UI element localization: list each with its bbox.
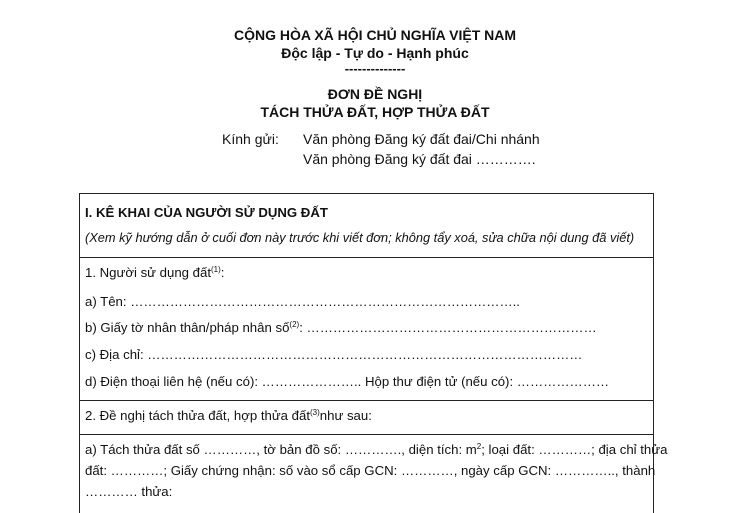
user-name-field[interactable]: a) Tên: …………………………………………………………………………….. [85,294,520,309]
item2-suffix: như sau: [319,408,372,423]
item1-suffix: : [220,265,225,280]
address-field[interactable]: c) Địa chỉ: ……………………………………………………………………………………… [85,347,583,362]
item1-heading [85,265,224,280]
identity-doc-field[interactable] [85,320,597,335]
row-divider [80,434,653,435]
split-parcel-line2[interactable]: đất: …………; Giấy chứng nhận: số vào sổ cấp GCN: …………, ngày cấp GCN: ………….., thành [85,463,656,478]
recipient-label: Kính gửi: [222,131,279,147]
split-parcel-text-b: ; loại đất: …………; địa chỉ thửa [481,442,668,457]
item2-label: 2. Đề nghị tách thửa đất, hợp thửa đất [85,408,310,423]
header-separator: -------------- [344,61,406,76]
form-title-line1: ĐƠN ĐỀ NGHỊ [327,86,423,102]
identity-doc-dots: : ………………………………………………………… [299,320,597,335]
split-parcel-text-a: a) Tách thửa đất số …………, tờ bản đồ số: …………., diện tích: m [85,442,477,457]
split-parcel-line1[interactable] [85,442,667,457]
item1-footnote: (1) [211,265,221,274]
identity-doc-footnote: (2) [289,320,300,329]
declaration-form [79,193,668,513]
recipient-line2: Văn phòng Đăng ký đất đai …………. [303,151,536,167]
item2-footnote: (3) [310,408,320,417]
form-title-line2: TÁCH THỬA ĐẤT, HỢP THỬA ĐẤT [260,104,490,120]
split-parcel-line3[interactable]: ………… thửa: [85,484,173,499]
row-divider [80,400,653,401]
item1-label: 1. Người sử dụng đất [85,265,212,280]
identity-doc-label: b) Giấy tờ nhân thân/pháp nhân số [85,320,290,335]
section1-heading: I. KÊ KHAI CỦA NGƯỜI SỬ DỤNG ĐẤT [85,205,328,220]
contact-field[interactable]: d) Điện thoại liên hệ (nếu có): ………………….. Hộp thư điện tử (nếu có): ………………… [85,374,610,389]
section1-note: (Xem kỹ hướng dẫn ở cuối đơn này trước khi viết đơn; không tẩy xoá, sửa chữa nội dung đã viết) [85,230,635,245]
recipient-line1: Văn phòng Đăng ký đất đai/Chi nhánh [303,131,540,147]
motto: Độc lập - Tự do - Hạnh phúc [281,45,469,61]
square-unit-sup: 2 [476,442,482,451]
row-divider [80,257,653,258]
nation-title: CỘNG HÒA XÃ HỘI CHỦ NGHĨA VIỆT NAM [233,27,517,43]
item2-heading [85,408,372,423]
